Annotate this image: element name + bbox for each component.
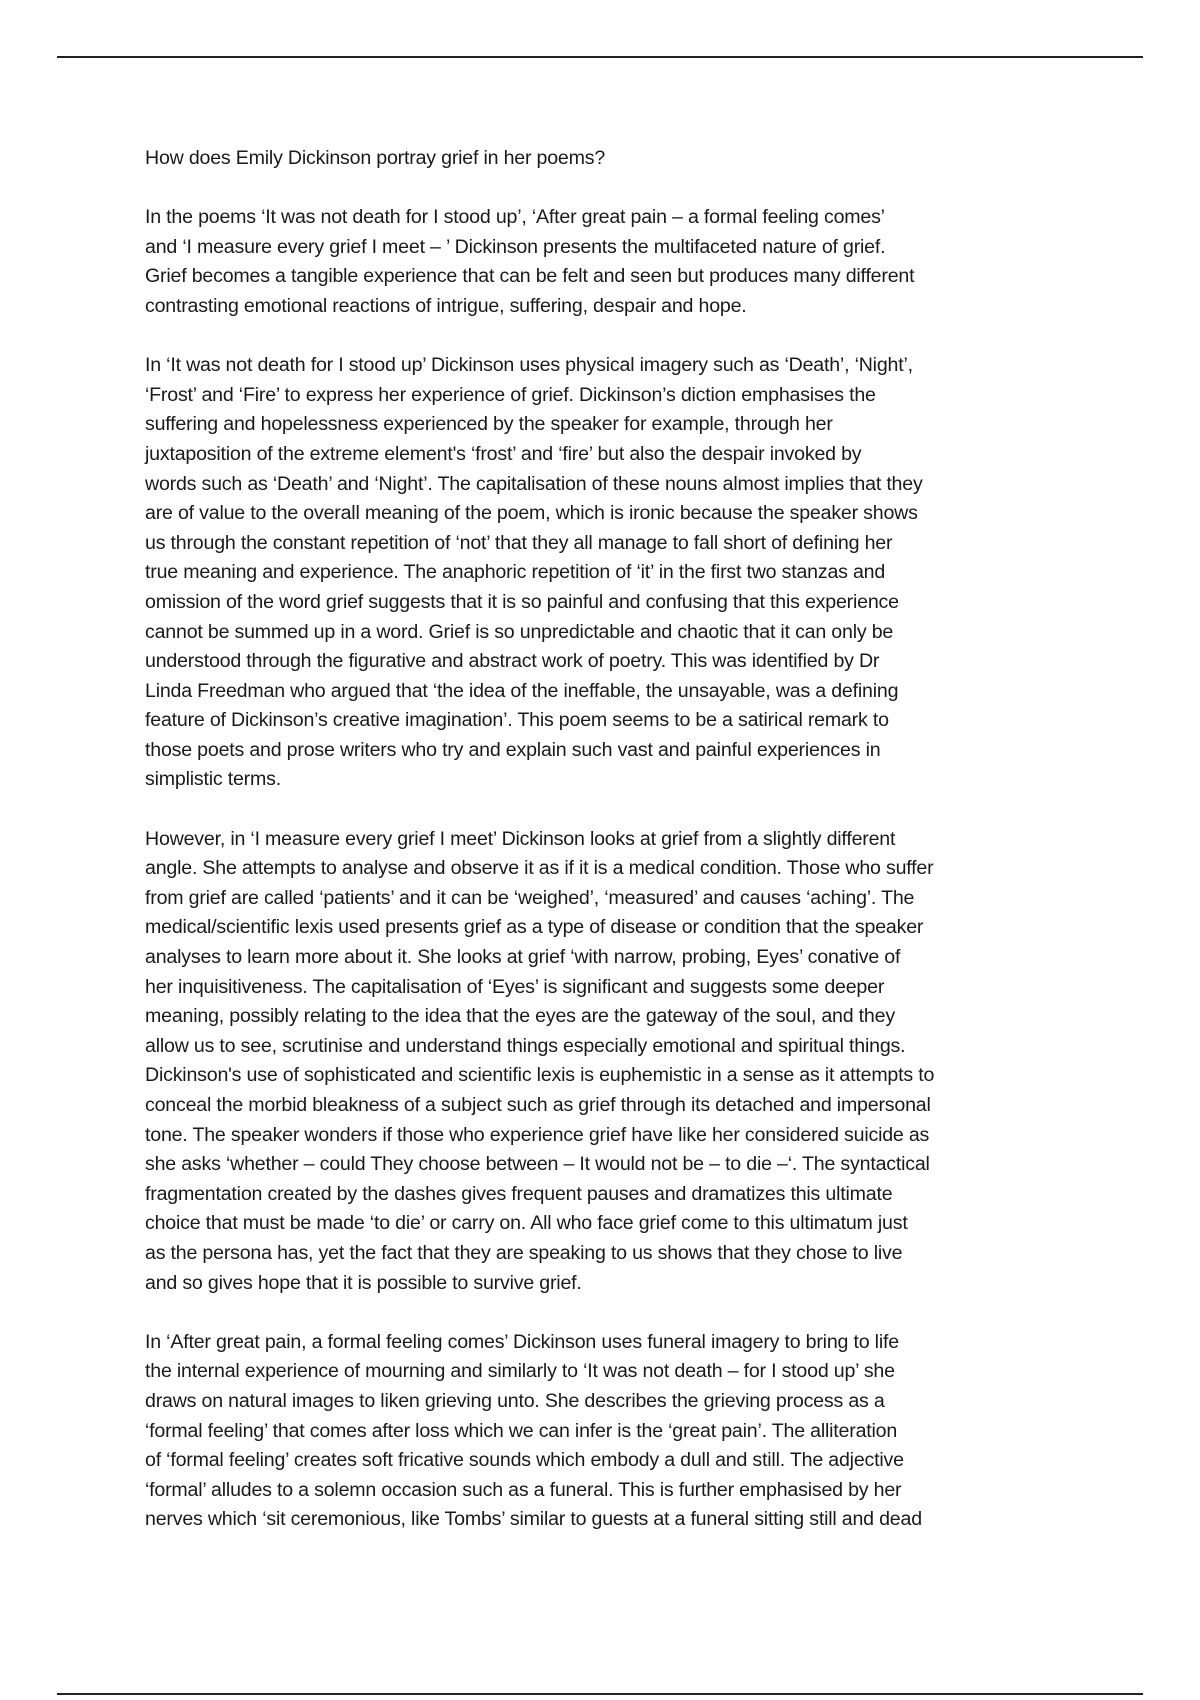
text-line: of ‘formal feeling’ creates soft fricative sounds which embody a dull and still. The adjective [145, 1449, 904, 1472]
text-line: nerves which ‘sit ceremonious, like Tombs’ similar to guests at a funeral sitting still and dead [145, 1508, 922, 1531]
text-line: simplistic terms. [145, 768, 281, 791]
text-line: In ‘After great pain, a formal feeling comes’ Dickinson uses funeral imagery to bring to life [145, 1330, 899, 1353]
paragraph-it-was-not-death [145, 351, 1075, 795]
text-line: draws on natural images to liken grieving unto. She describes the grieving process as a [145, 1389, 885, 1412]
essay-body [145, 144, 1075, 1535]
text-line: angle. She attempts to analyse and observe it as if it is a medical condition. Those who suffer [145, 857, 934, 880]
text-line: are of value to the overall meaning of the poem, which is ironic because the speaker shows [145, 502, 918, 525]
paragraph-after-great-pain [145, 1328, 1075, 1535]
text-line: ‘Frost’ and ‘Fire’ to express her experience of grief. Dickinson’s diction emphasises the [145, 383, 876, 406]
header-rule [57, 56, 1143, 58]
text-line: ‘formal feeling’ that comes after loss which we can infer is the ‘great pain’. The alliteration [145, 1419, 898, 1442]
text-line: the internal experience of mourning and similarly to ‘It was not death – for I stood up’ she [145, 1360, 895, 1383]
text-line: contrasting emotional reactions of intrigue, suffering, despair and hope. [145, 294, 747, 317]
text-line: Dickinson's use of sophisticated and scientific lexis is euphemistic in a sense as it attempts to [145, 1064, 935, 1087]
text-line: suffering and hopelessness experienced by the speaker for example, through her [145, 413, 833, 436]
text-line: However, in ‘I measure every grief I meet’ Dickinson looks at grief from a slightly different [145, 827, 896, 850]
text-line: cannot be summed up in a word. Grief is so unpredictable and chaotic that it can only be [145, 620, 894, 643]
text-line: true meaning and experience. The anaphoric repetition of ‘it’ in the first two stanzas and [145, 561, 886, 584]
text-line: words such as ‘Death’ and ‘Night’. The capitalisation of these nouns almost implies that they [145, 472, 923, 495]
paragraph-introduction [145, 203, 1075, 321]
text-line: from grief are called ‘patients’ and it can be ‘weighed’, ‘measured’ and causes ‘aching’. The [145, 886, 915, 909]
text-line: those poets and prose writers who try and explain such vast and painful experiences in [145, 738, 881, 761]
text-line: medical/scientific lexis used presents grief as a type of disease or condition that the speaker [145, 916, 924, 939]
text-line: she asks ‘whether – could They choose between – It would not be – to die –‘. The syntactical [145, 1153, 930, 1176]
text-line: fragmentation created by the dashes gives frequent pauses and dramatizes this ultimate [145, 1182, 893, 1205]
text-line: her inquisitiveness. The capitalisation of ‘Eyes’ is significant and suggests some deeper [145, 975, 885, 998]
text-line: tone. The speaker wonders if those who experience grief have like her considered suicide as [145, 1123, 930, 1146]
text-line: In ‘It was not death for I stood up’ Dickinson uses physical imagery such as ‘Death’, ‘Night’, [145, 354, 913, 377]
text-line: and so gives hope that it is possible to survive grief. [145, 1271, 582, 1294]
text-line: juxtaposition of the extreme element's ‘frost’ and ‘fire’ but also the despair invoked by [145, 442, 862, 465]
text-line: allow us to see, scrutinise and understand things especially emotional and spiritual things. [145, 1034, 906, 1057]
essay-question-text: How does Emily Dickinson portray grief in her poems? [145, 147, 606, 169]
text-line: In the poems ‘It was not death for I stood up’, ‘After great pain – a formal feeling comes’ [145, 206, 885, 229]
text-line: as the persona has, yet the fact that they are speaking to us shows that they chose to live [145, 1241, 903, 1264]
essay-question [145, 144, 1075, 174]
text-line: understood through the figurative and abstract work of poetry. This was identified by Dr [145, 650, 880, 673]
text-line: choice that must be made ‘to die’ or carry on. All who face grief come to this ultimatum just [145, 1212, 908, 1235]
text-line: omission of the word grief suggests that it is so painful and confusing that this experience [145, 590, 899, 613]
text-line: ‘formal’ alludes to a solemn occasion such as a funeral. This is further emphasised by her [145, 1478, 902, 1501]
paragraph-i-measure-every-grief [145, 825, 1075, 1299]
text-line: conceal the morbid bleakness of a subject such as grief through its detached and impersonal [145, 1094, 931, 1116]
text-line: Linda Freedman who argued that ‘the idea of the ineffable, the unsayable, was a defining [145, 679, 899, 702]
footer-rule [57, 1693, 1143, 1695]
text-line: Grief becomes a tangible experience that can be felt and seen but produces many different [145, 265, 915, 288]
text-line: us through the constant repetition of ‘not’ that they all manage to fall short of defining her [145, 531, 893, 554]
text-line: analyses to learn more about it. She looks at grief ‘with narrow, probing, Eyes’ conative of [145, 946, 901, 969]
text-line: feature of Dickinson’s creative imagination’. This poem seems to be a satirical remark to [145, 709, 889, 732]
text-line: meaning, possibly relating to the idea that the eyes are the gateway of the soul, and they [145, 1005, 895, 1028]
text-line: and ‘I measure every grief I meet – ’ Dickinson presents the multifaceted nature of grief. [145, 235, 886, 258]
